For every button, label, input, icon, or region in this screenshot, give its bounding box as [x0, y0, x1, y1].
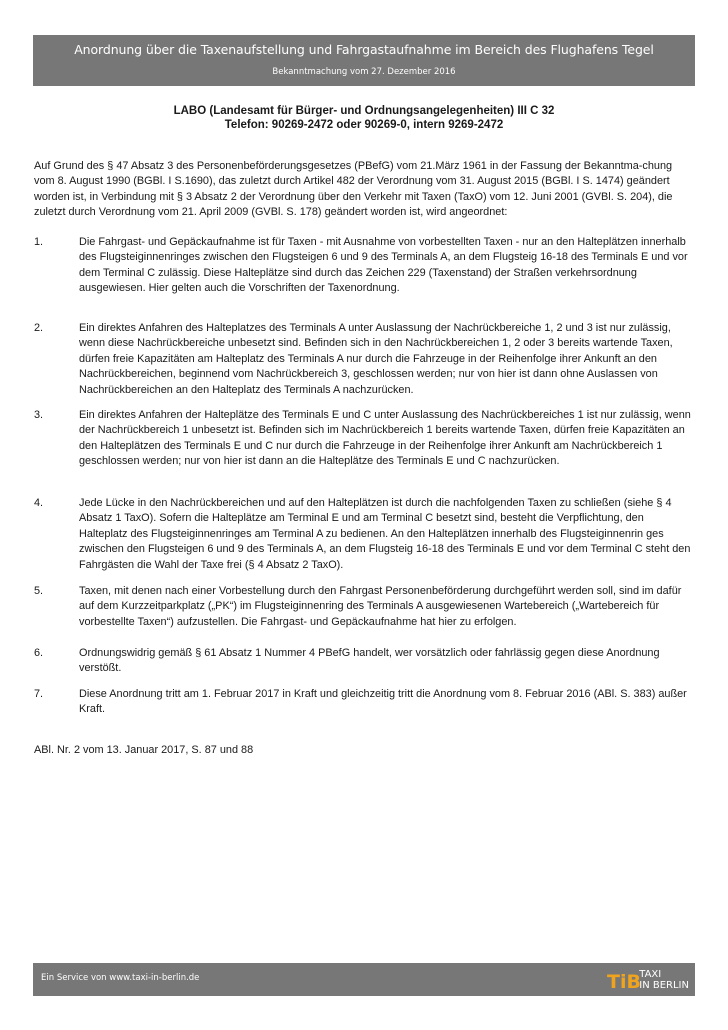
header-bar	[33, 35, 695, 86]
item-number: 3.	[34, 409, 44, 421]
logo-mark-text: TiB	[607, 970, 642, 993]
item-number: 4.	[34, 497, 44, 509]
item-number: 5.	[34, 585, 44, 597]
authority-name: LABO (Landesamt für Bürger- und Ordnungsangelegenheiten) III C 32	[173, 105, 555, 117]
tib-logo-icon	[606, 967, 642, 993]
document-subtitle: Bekanntmachung vom 27. Dezember 2016	[272, 67, 456, 77]
logo-line-taxi: TAXI	[639, 968, 662, 980]
item-text: Diese Anordnung tritt am 1. Februar 2017 in Kraft und gleichzeitig tritt die Anordnung vom 8. Februar 2016 (ABl. S. 383) außer Kraft.	[79, 688, 687, 716]
item-number: 7.	[34, 688, 44, 700]
item-number: 1.	[34, 236, 44, 248]
item-text: Die Fahrgast- und Gepäckaufnahme ist für Taxen - mit Ausnahme von vorbestellten Taxen - nur an den Halteplätzen innerhalb des Flugsteiginnenringes zwischen den Flugsteigen 6 und 9 des Terminals A, an dem Flugsteig 16-18 des Terminals E und vor dem Terminal C zulässig. Diese Halteplätze sind durch das Zeichen 229 (Taxenstand) der Straßen verkehrsordnung ausgewiesen. Hier gelten auch die Vorschriften der Taxenordnung.	[79, 236, 688, 295]
logo-line-in-berlin: IN BERLIN	[639, 979, 689, 991]
document-title: Anordnung über die Taxenaufstellung und Fahrgastaufnahme im Bereich des Flughafens Tegel	[74, 42, 654, 57]
logo-wordmark	[639, 969, 689, 991]
footer-bar	[33, 963, 695, 996]
item-number: 6.	[34, 647, 44, 659]
taxi-in-berlin-logo	[606, 965, 689, 994]
item-text: Ein direktes Anfahren des Halteplatzes des Terminals A unter Auslassung der Nachrückbereiche 1, 2 und 3 ist nur zulässig, wenn diese Nachrückbereiche unbesetzt sind. Befinden sich in den Nachrückbereichen 1, 2 oder 3 bereits wartende Taxen, dürfen freie Kapazitäten am Halteplatz des Terminals A nur durch die Fahrzeuge in der Reihenfolge ihrer Ankunft an den Nachrückbereichen, beginnend vom Nachrückbereich 3, geschlossen werden; nur von hier ist dann ohne Auslassen von Nachrückbereichen an den Halteplatz des Terminals A nachzurücken.	[79, 322, 673, 396]
source-reference: ABl. Nr. 2 vom 13. Januar 2017, S. 87 und 88	[34, 744, 254, 756]
preamble-paragraph: Auf Grund des § 47 Absatz 3 des Personenbeförderungsgesetzes (PBefG) vom 21.März 1961 in der Fassung der Bekanntma-chung vom 8. August 1990 (BGBl. I S.1690), das zuletzt durch Artikel 482 der Verordnung vom 31. August 2015 (BGBl. I S. 1474) geändert worden ist, in Verbindung mit § 3 Absatz 2 der Verordnung über den Verkehr mit Taxen (TaxO) vom 12. Juni 2001 (GVBl. S. 204), die zuletzt durch Verordnung vom 21. April 2009 (GVBl. S. 178) geändert worden ist, wird angeordnet:	[34, 160, 673, 219]
item-number: 2.	[34, 322, 44, 334]
item-text: Ordnungswidrig gemäß § 61 Absatz 1 Nummer 4 PBefG handelt, wer vorsätzlich oder fahrlässig gegen diese Anordnung verstößt.	[79, 647, 660, 675]
footer-service-link[interactable]: Ein Service von www.taxi-in-berlin.de	[41, 973, 200, 983]
item-text: Jede Lücke in den Nachrückbereichen und auf den Halteplätzen ist durch die nachfolgenden Taxen zu schließen (siehe § 4 Absatz 1 TaxO). Sofern die Halteplätze am Terminal E und am Terminal C besetzt sind, besteht die Verpflichtung, den Halteplatz des Flugsteiginnenringes am Terminal A zu bedienen. An den Halteplätzen innerhalb des Flugsteiginnenrin ges zwischen den Flugsteigen 6 und 9 des Terminals A, an dem Flugsteig 16-18 des Terminals E und vor dem Terminal C steht den Fahrgästen die Wahl der Taxe frei (§ 4 Absatz 2 TaxO).	[79, 497, 691, 571]
item-text: Taxen, mit denen nach einer Vorbestellung durch den Fahrgast Personenbeförderung durchgeführt werden soll, sind im dafür auf dem Kurzzeitparkplatz („PK“) im Flugsteiginnenring des Terminals A ausgewiesenen Wartebereich („Wartebereich für vorbestellte Taxen“) aufzustellen. Die Fahrgast- und Gepäckaufnahme hat hier zu erfolgen.	[79, 585, 682, 628]
authority-phone: Telefon: 90269-2472 oder 90269-0, intern 9269-2472	[224, 119, 504, 131]
item-text: Ein direktes Anfahren der Halteplätze des Terminals E und C unter Auslassung des Nachrückbereiches 1 ist nur zulässig, wenn der Nachrückbereich 1 unbesetzt ist. Befinden sich im Nachrückbereich 1 bereits wartende Taxen, dürfen freie Kapazitäten an den Halteplätzen des Terminals E und C nur durch die Fahrzeuge in der Reihenfolge ihrer Ankunft am Nachrückbereich 1 geschlossen werden; nur von hier ist dann an die Halteplätze des Terminals E und C nachzurücken.	[79, 409, 691, 468]
